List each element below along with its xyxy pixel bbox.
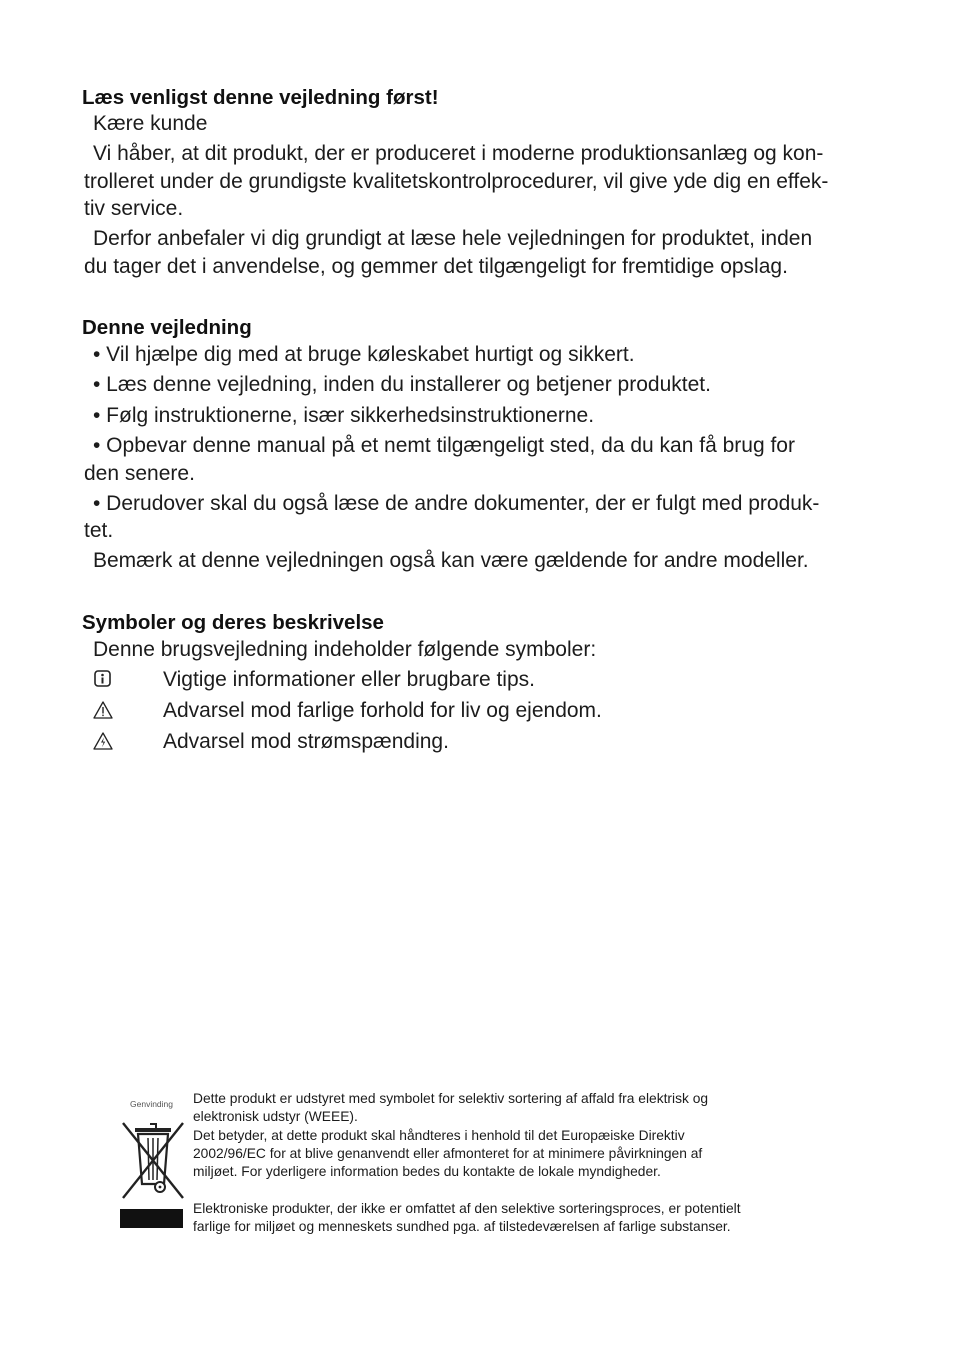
bullet-item: • Følg instruktionerne, især sikkerhedsinstruktionerne. (93, 404, 595, 427)
weee-caption: Genvinding (130, 1099, 174, 1109)
paragraph-line: Vi håber, at dit produkt, der er produceret i moderne produktionsanlæg og kon- (93, 142, 824, 165)
crossed-out-bin-icon (120, 1118, 186, 1202)
section-heading-read-first: Læs venligst denne vejledning først! (82, 86, 439, 109)
bullet-item: • Derudover skal du også læse de andre dokumenter, der er fulgt med produk- (93, 492, 820, 515)
bullet-item: • Opbevar denne manual på et nemt tilgængeligt sted, da du kan få brug for (93, 434, 795, 457)
weee-text-line: Elektroniske produkter, der ikke er omfattet af den selektive sorteringsproces, er potentielt (193, 1201, 741, 1216)
paragraph-line: du tager det i anvendelse, og gemmer det tilgængeligt for fremtidige opslag. (84, 255, 788, 278)
symbol-description: Advarsel mod farlige forhold for liv og ejendom. (163, 699, 602, 722)
weee-bar (120, 1209, 183, 1228)
bullet-item: • Læs denne vejledning, inden du installerer og betjener produktet. (93, 373, 711, 396)
weee-text-line: 2002/96/EC for at blive genanvendt eller afmonteret for at minimere påvirkningen af (193, 1146, 703, 1161)
paragraph-line: trolleret under de grundigste kvalitetskontrolprocedurer, vil give yde dig en effek- (84, 170, 829, 193)
symbol-description: Vigtige informationer eller brugbare tips. (163, 668, 535, 691)
weee-text-line: Det betyder, at dette produkt skal håndteres i henhold til det Europæiske Direktiv (193, 1128, 685, 1143)
paragraph-line: tiv service. (84, 197, 184, 220)
electric-warning-icon (93, 730, 113, 752)
bullet-item: • Vil hjælpe dig med at bruge køleskabet hurtigt og sikkert. (93, 343, 635, 366)
symbol-description: Advarsel mod strømspænding. (163, 730, 449, 753)
note-line: Bemærk at denne vejledningen også kan være gældende for andre modeller. (93, 549, 809, 572)
weee-text-line: elektronisk udstyr (WEEE). (193, 1109, 358, 1124)
warning-icon (93, 699, 113, 721)
bullet-item-continuation: tet. (84, 519, 114, 542)
weee-text-line: miljøet. For yderligere information bedes du kontakte de lokale myndigheder. (193, 1164, 661, 1179)
info-icon (93, 668, 113, 690)
weee-text-line: Dette produkt er udstyret med symbolet for selektiv sortering af affald fra elektrisk og (193, 1091, 709, 1106)
section-heading-symbols: Symboler og deres beskrivelse (82, 611, 384, 634)
weee-text-line: farlige for miljøet og menneskets sundhed pga. af tilstedeværelsen af farlige substanser. (193, 1219, 731, 1234)
bullet-item-continuation: den senere. (84, 462, 195, 485)
symbols-intro: Denne brugsvejledning indeholder følgende symboler: (93, 638, 597, 661)
paragraph-line: Derfor anbefaler vi dig grundigt at læse hele vejledningen for produktet, inden (93, 227, 813, 250)
greeting: Kære kunde (93, 112, 208, 135)
section-heading-this-manual: Denne vejledning (82, 316, 252, 339)
